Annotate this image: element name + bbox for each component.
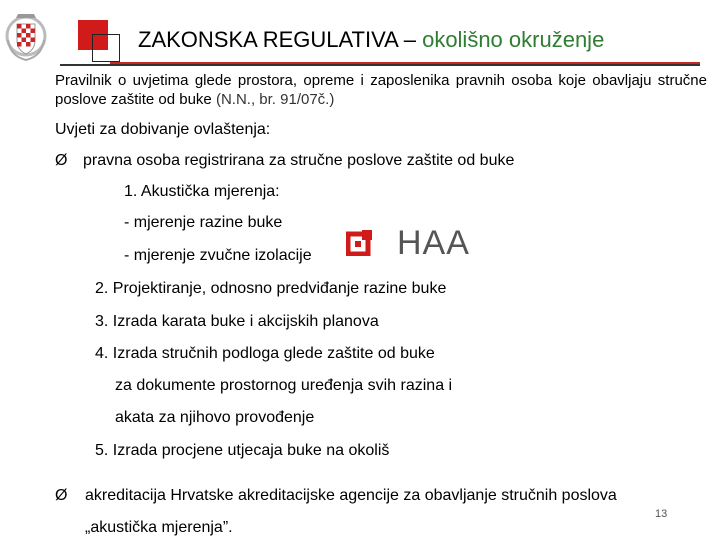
sub-item-sound-insulation: - mjerenje zvučne izolacije: [124, 247, 312, 264]
item-impact-assessment: 5. Izrada procjene utjecaja buke na okoliš: [95, 442, 390, 459]
sub-item-noise-level: - mjerenje razine buke: [124, 214, 283, 231]
item-expert-basis: 4. Izrada stručnih podloga glede zaštite od buke: [95, 345, 435, 362]
slide-title: [138, 27, 604, 53]
item-expert-basis-cont-1: za dokumente prostornog uređenja svih razina i: [115, 377, 453, 394]
item-noise-maps: 3. Izrada karata buke i akcijskih planova: [95, 313, 379, 330]
coat-of-arms-icon: [4, 10, 48, 62]
title-underline-dark: [60, 64, 700, 66]
item-expert-basis-cont-2: akata za njihovo provođenje: [115, 409, 315, 426]
bullet-accreditation-cont: „akustička mjerenja”.: [85, 519, 233, 536]
regulation-paragraph: [55, 71, 707, 109]
bullet-registration: pravna osoba registrirana za stručne poslove zaštite od buke: [83, 152, 515, 169]
conditions-heading: Uvjeti za dobivanje ovlaštenja:: [55, 121, 271, 138]
regulation-reference: (N.N., br. 91/07č.): [215, 91, 335, 108]
title-main: ZAKONSKA REGULATIVA: [138, 27, 398, 52]
bullet-accreditation: akreditacija Hrvatske akreditacijske agencije za obavljanje stručnih poslova: [85, 487, 617, 504]
title-separator: –: [397, 27, 423, 52]
haa-logo-text: HAA: [397, 224, 470, 262]
regulation-text: Pravilnik o uvjetima glede prostora, opreme i zaposlenika pravnih osoba koje obavljaju stručne poslove zaštite od buke: [55, 72, 707, 108]
title-accent: okolišno okruženje: [422, 27, 605, 52]
bullet-arrow-icon: Ø: [55, 152, 68, 169]
haa-logo-icon: [346, 230, 378, 261]
item-acoustic-measurements: 1. Akustička mjerenja:: [124, 183, 280, 200]
item-projecting: 2. Projektiranje, odnosno predviđanje razine buke: [95, 280, 447, 297]
title-decoration-outline-square: [92, 34, 120, 62]
page-number: 13: [655, 508, 668, 520]
bullet-arrow-icon: Ø: [55, 487, 68, 504]
